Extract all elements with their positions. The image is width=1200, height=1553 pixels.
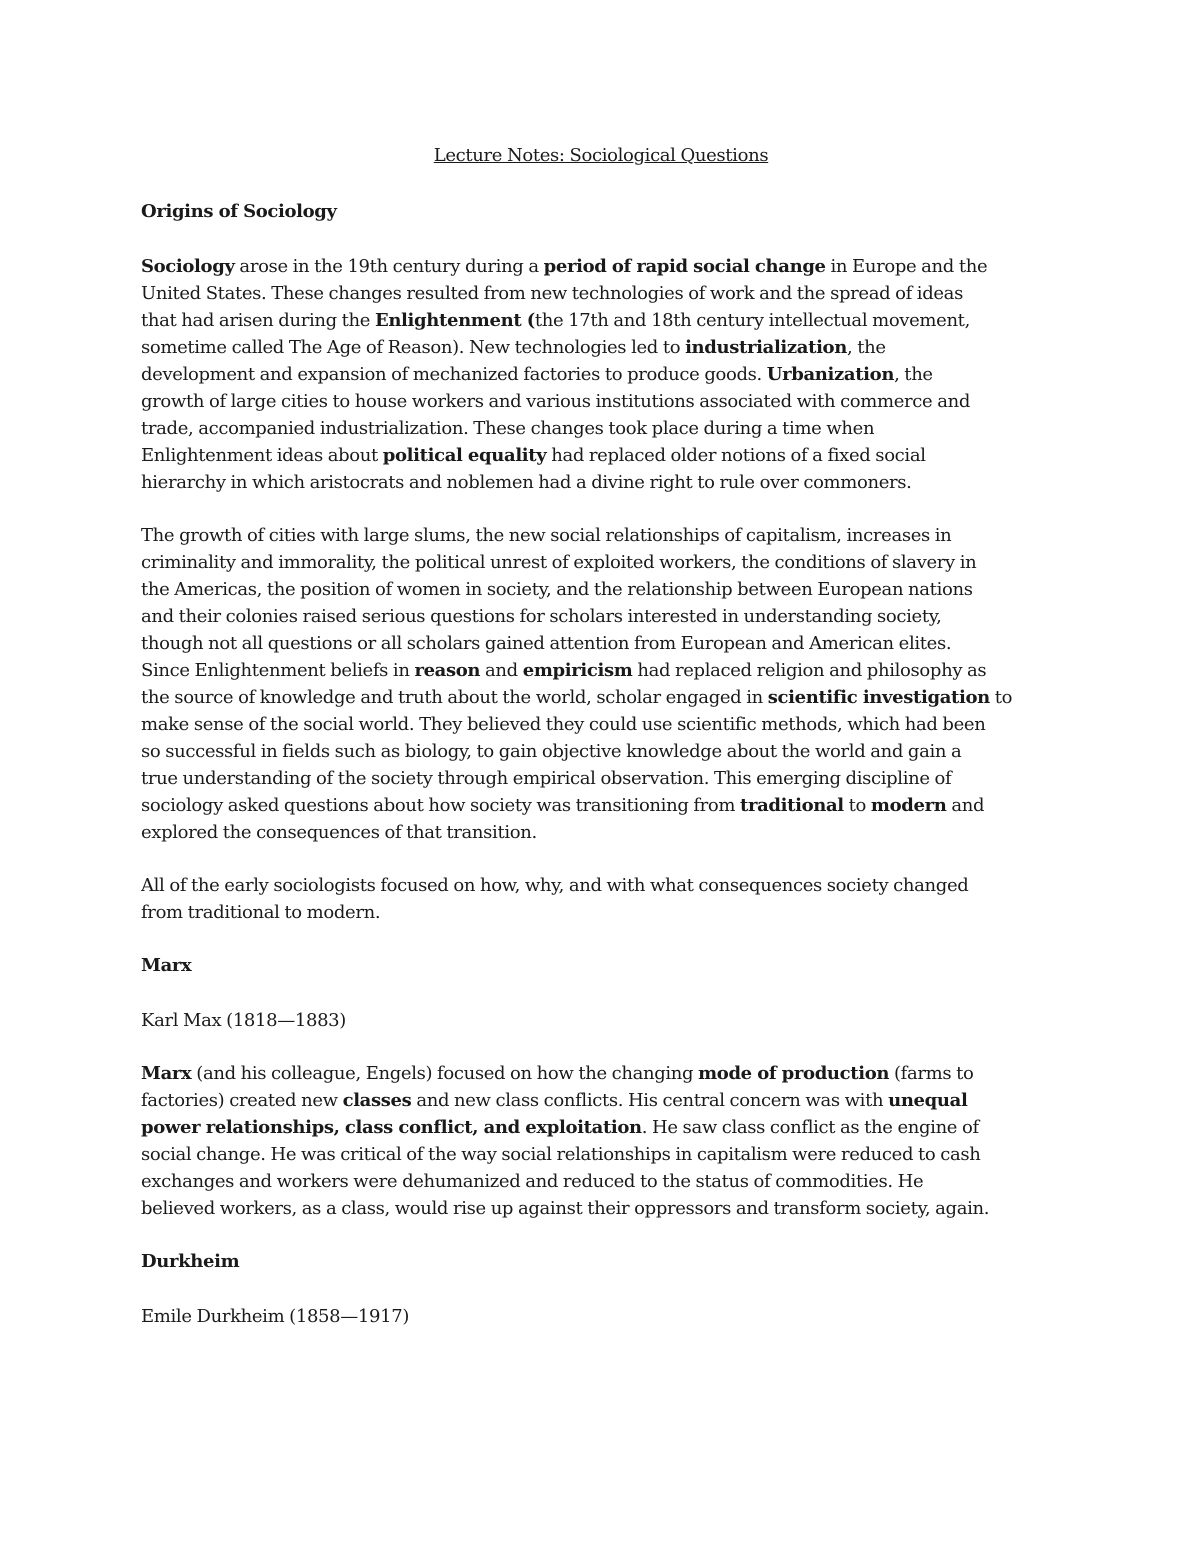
document-title: Lecture Notes: Sociological Questions <box>433 145 769 166</box>
text-run: the source of knowledge and truth about the world, scholar engaged in <box>141 687 768 708</box>
text-line <box>141 361 1061 388</box>
text-line: though not all questions or all scholars gained attention from European and American elites. <box>141 633 952 654</box>
text-line <box>141 442 1061 469</box>
text-line: true understanding of the society through empirical observation. This emerging discipline of <box>141 768 952 789</box>
marx-dates: Karl Max (1818—1883) <box>141 1010 346 1031</box>
bold-term: Urbanization <box>766 364 895 385</box>
paragraph-origins-3 <box>141 872 1061 926</box>
bold-term: unequal <box>888 1090 968 1111</box>
text-run: (farms to <box>889 1063 974 1084</box>
text-line: trade, accompanied industrialization. These changes took place during a time when <box>141 418 875 439</box>
bold-term: Sociology <box>141 256 235 277</box>
text-line: make sense of the social world. They believed they could use scientific methods, which had been <box>141 714 986 735</box>
text-line: from traditional to modern. <box>141 902 381 923</box>
bold-term: power relationships, class conflict, and exploitation <box>141 1117 642 1138</box>
text-run: (and his colleague, Engels) focused on how the changing <box>191 1063 699 1084</box>
section-heading-marx: Marx <box>141 955 192 976</box>
text-run: , the <box>894 364 933 385</box>
bold-term: period of rapid social change <box>543 256 826 277</box>
bold-term: industrialization <box>685 337 847 358</box>
text-line: explored the consequences of that transition. <box>141 822 537 843</box>
text-line: the Americas, the position of women in society, and the relationship between European nations <box>141 579 973 600</box>
paragraph-origins-2 <box>141 522 1061 846</box>
text-run: to <box>989 687 1013 708</box>
text-run: and <box>480 660 523 681</box>
text-run: had replaced older notions of a fixed social <box>546 445 926 466</box>
section-heading-durkheim: Durkheim <box>141 1251 240 1272</box>
text-line: growth of large cities to house workers and various institutions associated with commerce and <box>141 391 970 412</box>
bold-term: Enlightenment ( <box>374 310 535 331</box>
text-run: had replaced religion and philosophy as <box>632 660 987 681</box>
text-line: exchanges and workers were dehumanized and reduced to the status of commodities. He <box>141 1171 924 1192</box>
text-line <box>141 334 1061 361</box>
bold-term: traditional <box>740 795 844 816</box>
text-line: All of the early sociologists focused on how, why, and with what consequences society changed <box>141 875 969 896</box>
text-line: so successful in fields such as biology, to gain objective knowledge about the world and gain a <box>141 741 962 762</box>
document-content <box>141 142 1061 1356</box>
text-line: believed workers, as a class, would rise up against their oppressors and transform society, again. <box>141 1198 990 1219</box>
text-run: Enlightenment ideas about <box>141 445 383 466</box>
text-line <box>141 1060 1061 1087</box>
bold-term: scientific investigation <box>767 687 990 708</box>
bold-term: reason <box>414 660 481 681</box>
text-run: and <box>946 795 985 816</box>
paragraph-origins-1 <box>141 253 1061 496</box>
bold-term: political equality <box>382 445 547 466</box>
text-line <box>141 307 1061 334</box>
bold-term: mode of production <box>698 1063 890 1084</box>
paragraph-marx <box>141 1060 1061 1222</box>
text-line <box>141 657 1061 684</box>
text-line: The growth of cities with large slums, the new social relationships of capitalism, increases in <box>141 525 952 546</box>
text-run: development and expansion of mechanized factories to produce goods. <box>141 364 767 385</box>
bold-term: modern <box>870 795 947 816</box>
section-heading-origins: Origins of Sociology <box>141 201 337 222</box>
text-run: and new class conflicts. His central concern was with <box>411 1090 889 1111</box>
text-run: arose in the 19th century during a <box>234 256 544 277</box>
text-run: that had arisen during the <box>141 310 375 331</box>
text-line <box>141 684 1061 711</box>
text-run: Since Enlightenment beliefs in <box>141 660 415 681</box>
text-line <box>141 253 1061 280</box>
text-run: in Europe and the <box>825 256 988 277</box>
text-run: sociology asked questions about how society was transitioning from <box>141 795 741 816</box>
text-run: factories) created new <box>141 1090 343 1111</box>
bold-term: classes <box>342 1090 412 1111</box>
text-run: to <box>843 795 871 816</box>
text-line <box>141 1114 1061 1141</box>
text-run: sometime called The Age of Reason). New technologies led to <box>141 337 686 358</box>
text-line: and their colonies raised serious questions for scholars interested in understanding society, <box>141 606 942 627</box>
durkheim-dates: Emile Durkheim (1858—1917) <box>141 1306 409 1327</box>
bold-term: Marx <box>141 1063 192 1084</box>
text-line <box>141 1087 1061 1114</box>
text-run: the 17th and 18th century intellectual movement, <box>534 310 970 331</box>
text-line <box>141 792 1061 819</box>
text-line: criminality and immorality, the political unrest of exploited workers, the conditions of slavery in <box>141 552 977 573</box>
bold-term: empiricism <box>522 660 633 681</box>
text-line: United States. These changes resulted from new technologies of work and the spread of ideas <box>141 283 963 304</box>
text-run: , the <box>846 337 886 358</box>
text-line: social change. He was critical of the way social relationships in capitalism were reduced to cash <box>141 1144 981 1165</box>
text-run: . He saw class conflict as the engine of <box>641 1117 979 1138</box>
text-line: hierarchy in which aristocrats and noblemen had a divine right to rule over commoners. <box>141 472 912 493</box>
